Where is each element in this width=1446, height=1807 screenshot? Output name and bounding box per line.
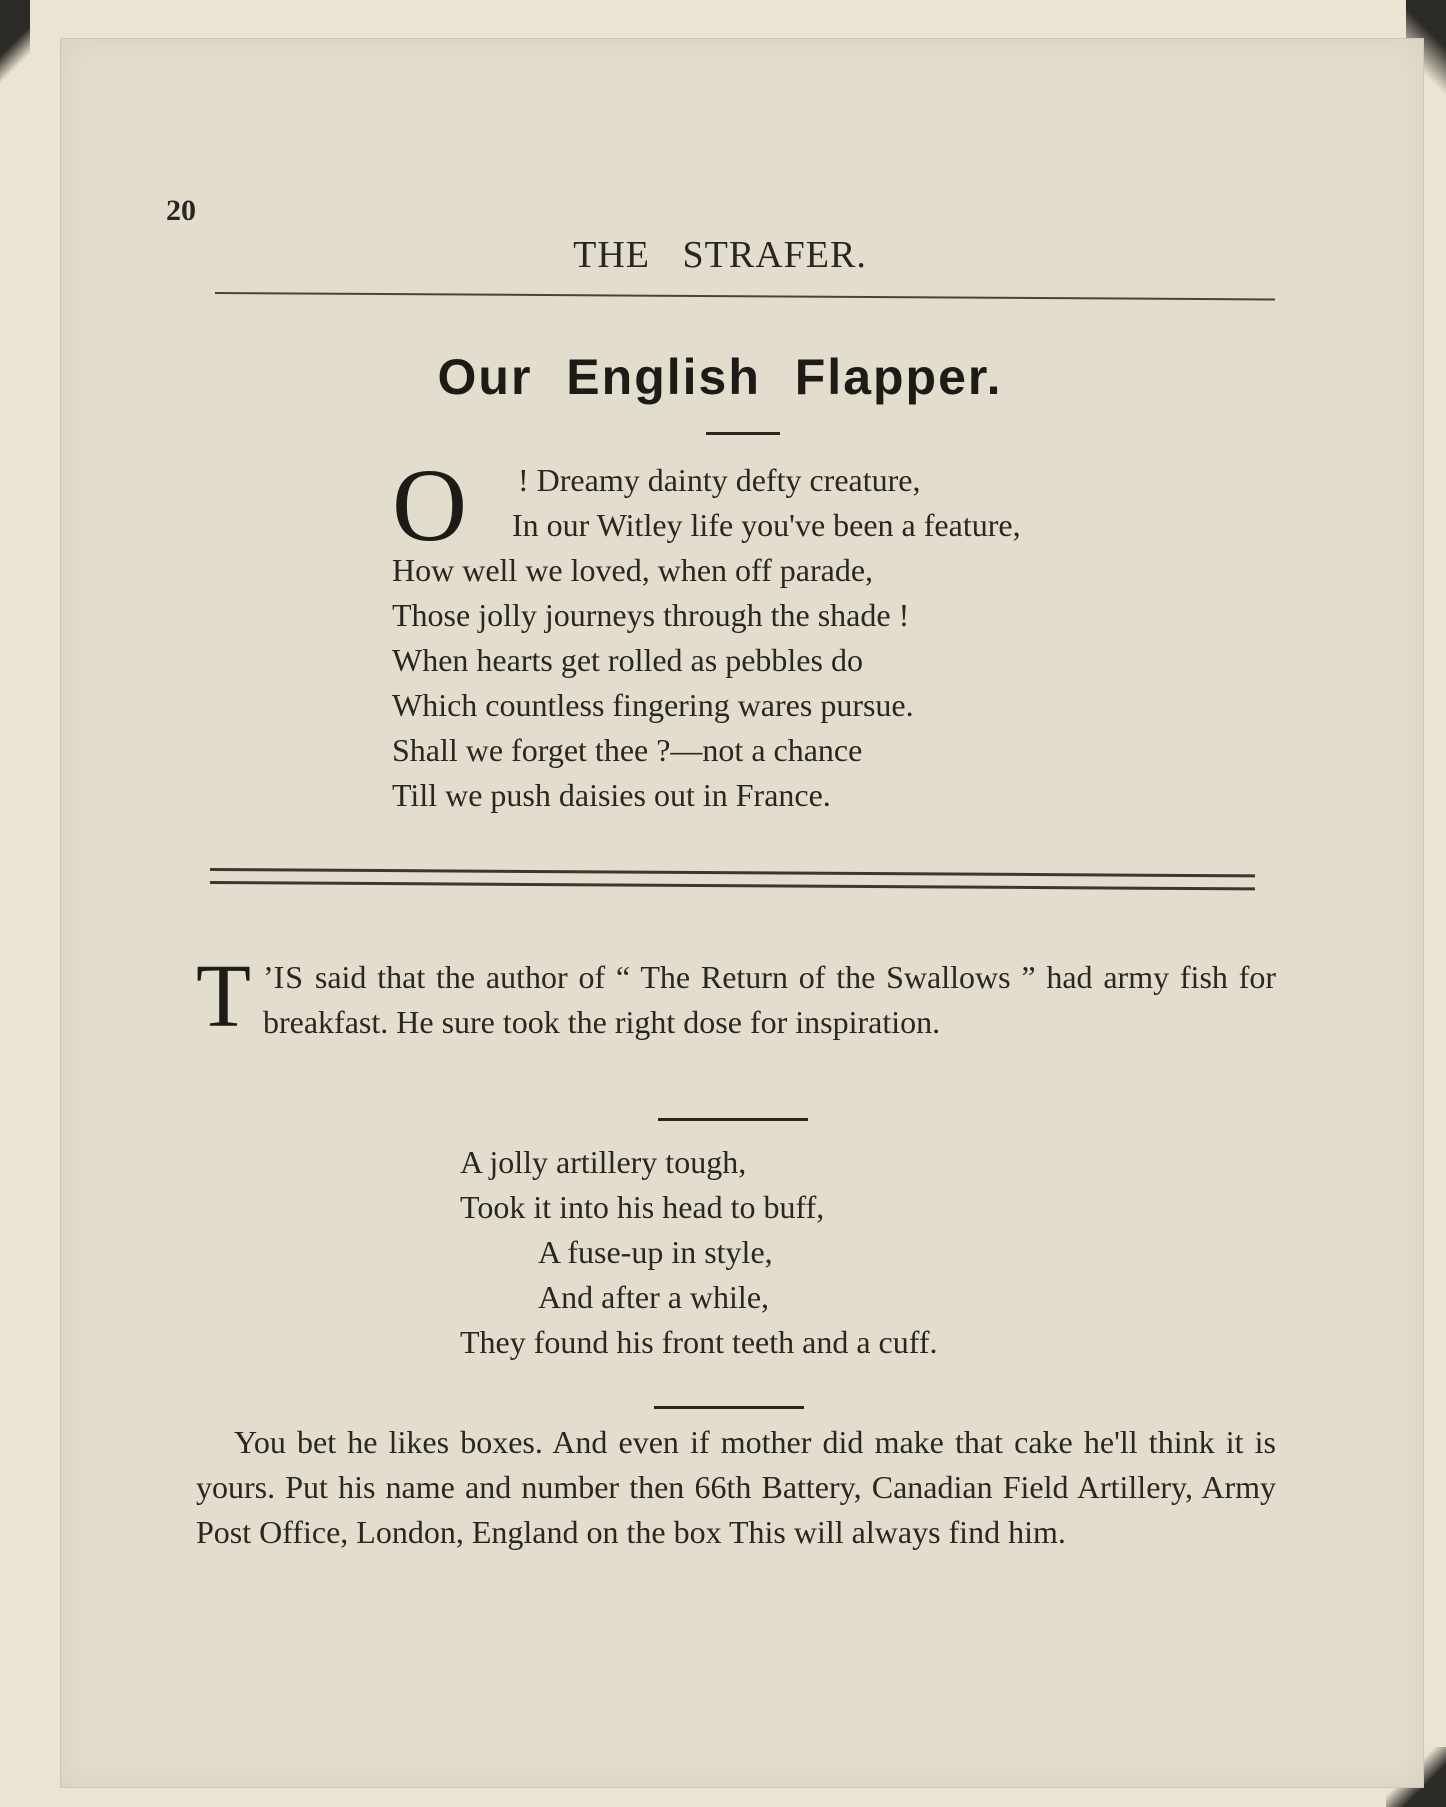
poem bbox=[392, 448, 1272, 818]
poem-title: Our English Flapper. bbox=[437, 349, 1003, 405]
poem-line: Till we push daisies out in France. bbox=[392, 777, 831, 813]
poem-drop-cap: O bbox=[392, 448, 468, 563]
running-head bbox=[480, 236, 960, 274]
poem-line: Those jolly journeys through the shade ! bbox=[392, 597, 910, 633]
title-rule bbox=[706, 432, 780, 435]
poem-line: When hearts get rolled as pebbles do bbox=[392, 642, 863, 678]
poem-line: Which countless fingering wares pursue. bbox=[392, 687, 914, 723]
limerick-line: Took it into his head to buff, bbox=[460, 1189, 825, 1225]
paragraph-small-caps: IS bbox=[273, 959, 305, 995]
separator-rule bbox=[654, 1406, 804, 1409]
page-edge-shadow bbox=[0, 0, 30, 110]
poem-line: In our Witley life you've been a feature, bbox=[512, 507, 1021, 543]
separator-rule bbox=[658, 1118, 808, 1121]
poem-line: How well we loved, when off parade, bbox=[392, 552, 874, 588]
limerick bbox=[460, 1140, 1160, 1365]
paragraph-boxes: You bet he likes boxes. And even if mother did make that cake he'll think it is yours. Put his name and number then 66th Battery, Canadian Field Artillery, Army Post Office, London, England on the box This will always find him. bbox=[196, 1424, 1276, 1550]
poem-line: Shall we forget thee ?—not a chance bbox=[392, 732, 863, 768]
running-head-text: THE STRAFER. bbox=[573, 234, 867, 276]
limerick-line: A fuse-up in style, bbox=[538, 1234, 773, 1270]
limerick-line: A jolly artillery tough, bbox=[460, 1144, 747, 1180]
paragraph-text: said that the author of “ The Return of the Swallows ” had army fish for breakfast. He sure took the right dose for inspiration. bbox=[262, 959, 1276, 1040]
limerick-line: They found his front teeth and a cuff. bbox=[460, 1324, 938, 1360]
paragraph-swallows bbox=[196, 947, 1276, 1046]
page-number: 20 bbox=[166, 194, 196, 227]
paragraph-lead-quote: ’ bbox=[262, 959, 274, 995]
limerick-line: And after a while, bbox=[538, 1279, 770, 1315]
poem-line: ! Dreamy dainty defty creature, bbox=[518, 462, 921, 498]
paragraph-drop-cap: T bbox=[196, 947, 251, 1046]
